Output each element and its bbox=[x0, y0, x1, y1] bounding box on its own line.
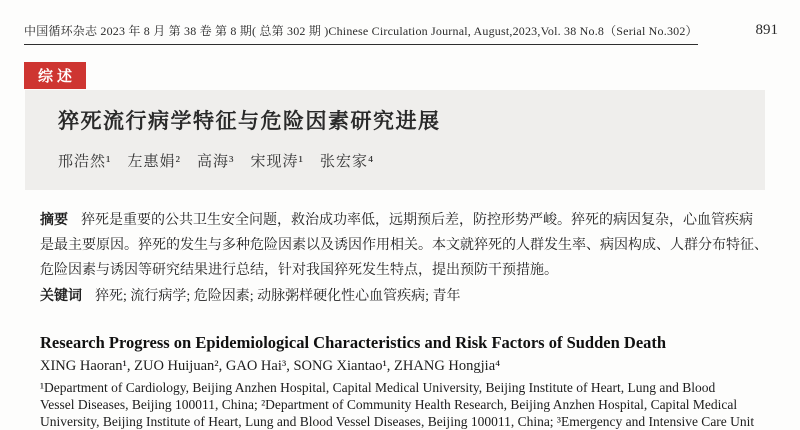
category-badge: 综述 bbox=[24, 62, 86, 89]
keywords-text: 猝死; 流行病学; 危险因素; 动脉粥样硬化性心血管疾病; 青年 bbox=[95, 289, 461, 304]
article-title-en: Research Progress on Epidemiological Characteristics and Risk Factors of Sudden Death bbox=[40, 333, 667, 352]
keywords-label: 关键词 bbox=[40, 287, 82, 303]
article-authors-en: XING Haoran¹, ZUO Huijuan², GAO Hai³, SONG Xiantao¹, ZHANG Hongjia⁴ bbox=[40, 358, 501, 374]
keywords-line bbox=[40, 283, 766, 309]
abstract-label: 摘要 bbox=[40, 211, 68, 227]
page-number: 891 bbox=[755, 22, 778, 38]
affiliation-line: ¹Department of Cardiology, Beijing Anzhen Hospital, Capital Medical University, Beijing Institute of Heart, Lung and Blood bbox=[40, 380, 716, 395]
article-title-cn: 猝死流行病学特征与危险因素研究进展 bbox=[58, 110, 441, 133]
abstract-line bbox=[40, 233, 766, 258]
title-block bbox=[25, 90, 765, 190]
affiliations-section bbox=[40, 379, 780, 430]
running-head bbox=[24, 22, 778, 45]
article-authors-cn: 邢浩然¹ 左惠娟² 高海³ 宋现涛¹ 张宏家⁴ bbox=[58, 154, 375, 170]
abstract-line bbox=[40, 207, 766, 233]
abstract-text: 是最主要原因。猝死的发生与多种危险因素以及诱因作用相关。本文就猝死的人群发生率、病因构成、人群分布特征、 bbox=[40, 238, 768, 253]
journal-citation-line: 中国循环杂志 2023 年 8 月 第 38 卷 第 8 期( 总第 302 期 )Chinese Circulation Journal, August,2023,Vol. 38 No.8（Serial No.302） bbox=[24, 22, 698, 45]
affiliation-line: University, Beijing Institute of Heart, Lung and Blood Vessel Diseases, Beijing 100011, China; ³Emergency and Intensive Care Unit bbox=[40, 414, 755, 429]
affiliation-line: Vessel Diseases, Beijing 100011, China; ²Department of Community Health Research, Beijing Anzhen Hospital, Capital Medical bbox=[40, 397, 738, 412]
abstract-text: 危险因素与诱因等研究结果进行总结，针对我国猝死发生特点，提出预防干预措施。 bbox=[40, 263, 558, 278]
abstract-line bbox=[40, 258, 766, 283]
abstract-text: 猝死是重要的公共卫生安全问题，救治成功率低，远期预后差，防控形势严峻。猝死的病因复杂，心血管疾病 bbox=[81, 213, 753, 228]
abstract-section bbox=[40, 207, 766, 309]
